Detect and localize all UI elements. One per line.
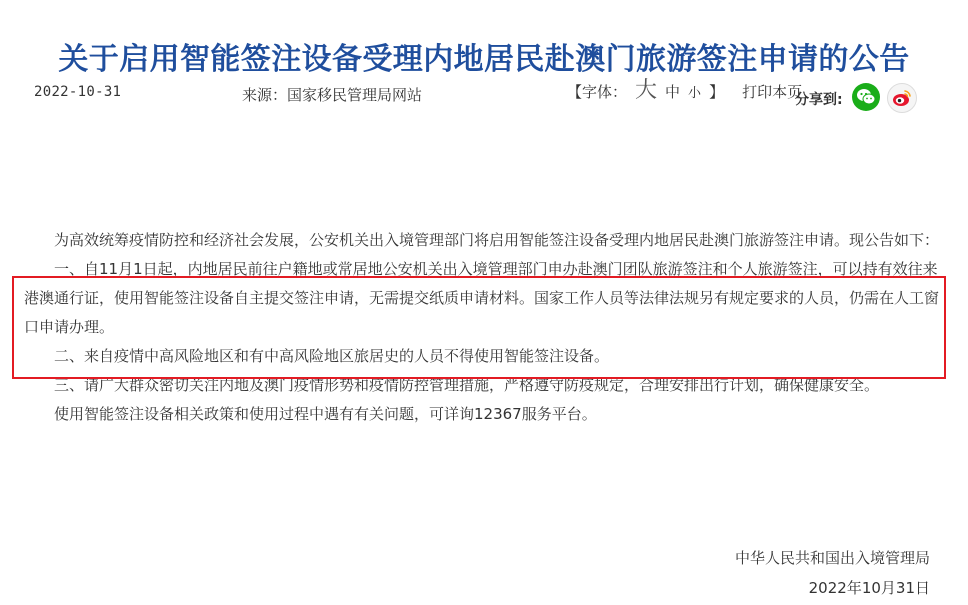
- font-size-small-link[interactable]: 小: [688, 86, 702, 101]
- print-page-link[interactable]: 打印本页: [742, 83, 803, 101]
- font-size-controls: [567, 78, 803, 103]
- font-size-medium-link[interactable]: 中: [665, 83, 681, 101]
- article-meta-bar: [0, 76, 968, 124]
- font-size-label: 【字体：: [567, 83, 628, 101]
- weibo-share-icon[interactable]: [887, 83, 917, 113]
- publish-date: 2022-10-31: [34, 84, 122, 100]
- article-body: [24, 226, 944, 429]
- font-size-label-end: 】: [709, 83, 725, 101]
- wechat-share-icon[interactable]: [852, 83, 880, 111]
- paragraph-item-3: 三、请广大群众密切关注内地及澳门疫情形势和疫情防控管理措施，严格遵守防疫规定，合理安排出行计划，确保健康安全。: [54, 376, 880, 394]
- paragraph-item-1: 一、自11月1日起，内地居民前往户籍地或常居地公安机关出入境管理部门申办赴澳门团队旅游签注和个人旅游签注，可以持有效往来港澳通行证，使用智能签注设备自主提交签注申请，无需提交纸质申请材料。国家工作人员等法律法规另有规定要求的人员，仍需在人工窗口申请办理。: [24, 260, 940, 336]
- paragraph-contact: 使用智能签注设备相关政策和使用过程中遇有有关问题，可详询12367服务平台。: [54, 405, 597, 423]
- article-title: 关于启用智能签注设备受理内地居民赴澳门旅游签注申请的公告: [58, 42, 910, 78]
- font-size-large-link[interactable]: 大: [635, 78, 658, 103]
- article-source: 来源：国家移民管理局网站: [242, 86, 423, 104]
- share-label: 分享到:: [795, 92, 843, 108]
- signature-date: 2022年10月31日: [808, 579, 930, 597]
- paragraph-intro: 为高效统筹疫情防控和经济社会发展，公安机关出入境管理部门将启用智能签注设备受理内地居民赴澳门旅游签注申请。现公告如下：: [54, 231, 940, 249]
- signature-organization: 中华人民共和国出入境管理局: [734, 549, 930, 567]
- signature-block: [570, 543, 930, 603]
- paragraph-item-2: 二、来自疫情中高风险地区和有中高风险地区旅居史的人员不得使用智能签注设备。: [54, 347, 610, 365]
